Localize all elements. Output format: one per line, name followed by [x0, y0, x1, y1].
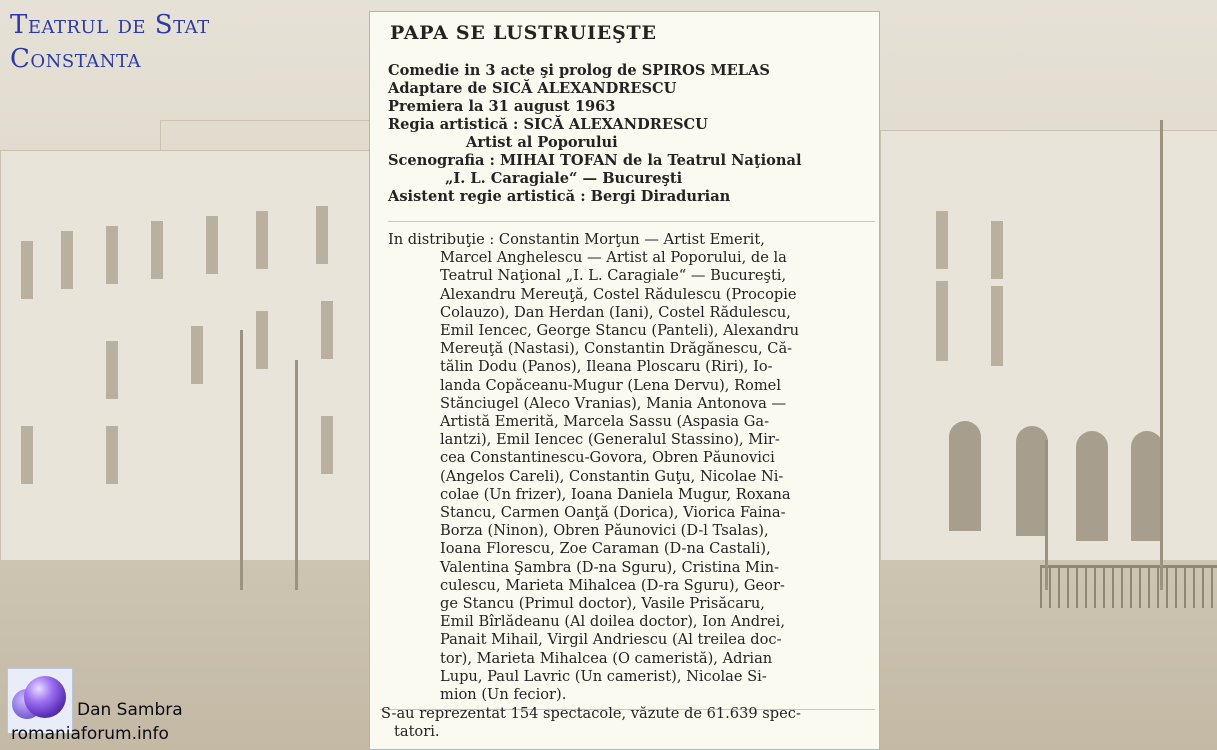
cast-line: Borza (Ninon), Obren Păunovici (D-l Tsalas),	[440, 522, 769, 540]
footer-line: tatori.	[394, 723, 440, 741]
site-title-line2: Constanta	[10, 44, 142, 74]
cast-line: Emil Bîrlădeanu (Al doilea doctor), Ion Andrei,	[440, 613, 785, 631]
cast-line: landa Copăceanu-Mugur (Lena Dervu), Romel	[440, 376, 781, 394]
cast-line: mion (Un fecior).	[440, 686, 567, 704]
cast-line: Stănciugel (Aleco Vranias), Mania Antonova —	[440, 394, 787, 412]
tree	[240, 330, 243, 590]
credit-author: Dan Sambra	[77, 700, 183, 720]
divider	[388, 221, 875, 222]
program-sheet	[369, 11, 880, 750]
play-title: PAPA SE LUSTRUIEŞTE	[390, 22, 657, 44]
header-line: Adaptare de SICĂ ALEXANDRESCU	[388, 80, 677, 97]
cast-line: cea Constantinescu-Govora, Obren Păunovici	[440, 449, 775, 467]
header-line: Regia artistică : SICĂ ALEXANDRESCU	[388, 116, 708, 133]
tree	[295, 360, 298, 590]
cast-line: Panait Mihail, Virgil Andriescu (Al treilea doc-	[440, 631, 782, 649]
performances-note	[381, 705, 801, 741]
cast-line: lantzi), Emil Iencec (Generalul Stassino), Mir-	[440, 431, 780, 449]
header-line: Premiera la 31 august 1963	[388, 98, 616, 115]
cast-line: Mereuţă (Nastasi), Constantin Drăgănescu, Că-	[440, 340, 793, 358]
program-header	[388, 62, 802, 206]
credit-site: romaniaforum.info	[11, 724, 169, 744]
site-title	[10, 8, 210, 76]
header-line: Scenografia : MIHAI TOFAN de la Teatrul Naţional	[388, 152, 802, 169]
cast-line: (Angelos Careli), Constantin Guţu, Nicolae Ni-	[440, 467, 784, 485]
site-title-line1: Teatrul de Stat	[10, 10, 210, 40]
header-line: Artist al Poporului	[466, 134, 618, 151]
theatre-building-left	[0, 150, 372, 572]
header-line: „I. L. Caragiale“ — Bucureşti	[445, 170, 683, 187]
cast-line: Lupu, Paul Lavric (Un camerist), Nicolae Si-	[440, 667, 767, 685]
theatre-building-right	[880, 130, 1217, 592]
fence	[1040, 565, 1217, 608]
cast-line: Alexandru Mereuţă, Costel Rădulescu (Procopie	[440, 285, 797, 303]
cast-line: colae (Un frizer), Ioana Daniela Mugur, Roxana	[440, 485, 791, 503]
footer-line: S-au reprezentat 154 spectacole, văzute de 61.639 spec-	[381, 705, 801, 722]
header-line: Comedie in 3 acte şi prolog de SPIROS MELAS	[388, 62, 770, 79]
cast-line: ge Stancu (Primul doctor), Vasile Prisăcaru,	[440, 595, 765, 613]
cast-line: Emil Iencec, George Stancu (Panteli), Alexandru	[440, 322, 800, 340]
cast-line: In distribuţie : Constantin Morţun — Artist Emerit,	[388, 231, 765, 248]
cast-line: culescu, Marieta Mihalcea (D-ra Sguru), Geor-	[440, 576, 785, 594]
header-line: Asistent regie artistică : Bergi Diradurian	[388, 188, 731, 205]
cast-line: Colauzo), Dan Herdan (Iani), Costel Rădulescu,	[440, 303, 791, 321]
cast-line: tor), Marieta Mihalcea (O cameristă), Adrian	[440, 649, 773, 667]
cast-line: tălin Dodu (Panos), Ileana Ploscaru (Riri), Io-	[440, 358, 773, 376]
cast-line: Marcel Anghelescu — Artist al Poporului, de la	[440, 249, 787, 267]
cast-list	[388, 231, 878, 704]
cast-line: Ioana Florescu, Zoe Caraman (D-na Castali),	[440, 540, 771, 558]
cast-line: Stancu, Carmen Oanţă (Dorica), Viorica Faina-	[440, 504, 786, 522]
cast-line: Teatrul Naţional „I. L. Caragiale“ — Bucureşti,	[440, 267, 787, 285]
tree	[1045, 440, 1048, 590]
cast-line: Artistă Emerită, Marcela Sassu (Aspasia Ga-	[440, 413, 770, 431]
cast-line: Valentina Şambra (D-na Sguru), Cristina Min-	[440, 558, 779, 576]
tree	[1160, 120, 1163, 590]
